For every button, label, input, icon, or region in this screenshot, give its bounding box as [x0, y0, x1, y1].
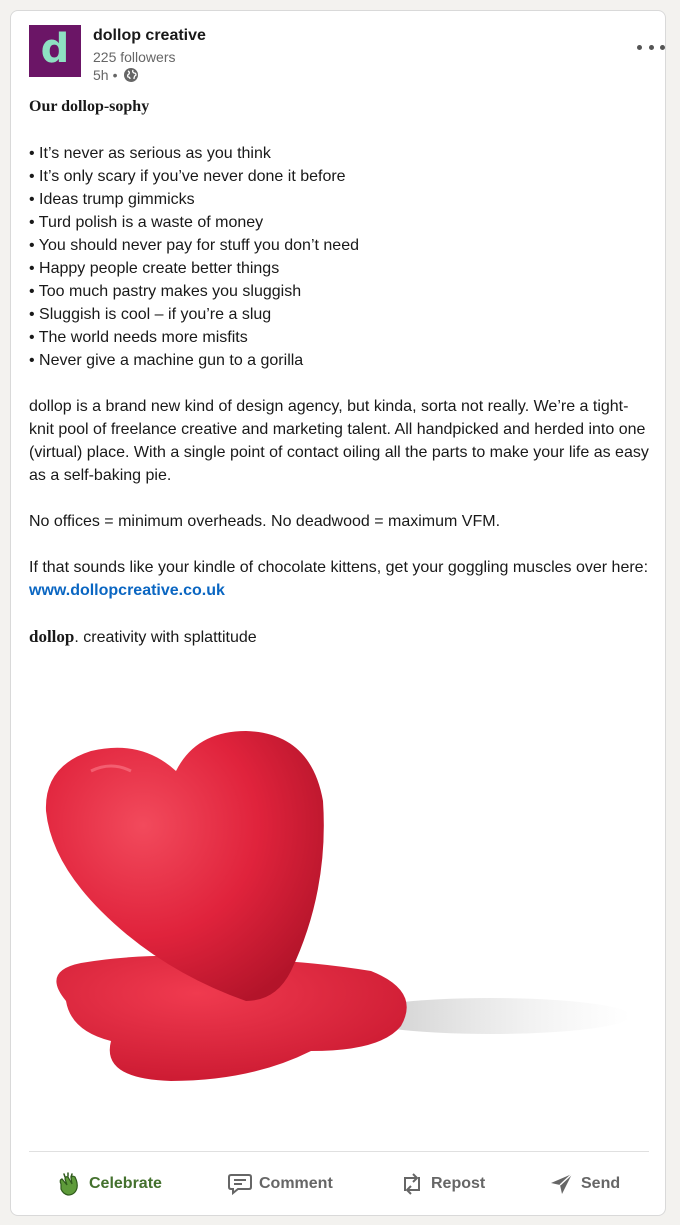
post-body	[29, 97, 649, 649]
repost-icon	[399, 1171, 425, 1197]
post-header	[29, 25, 649, 85]
more-dot-icon	[649, 45, 654, 50]
action-divider	[29, 1151, 649, 1152]
cta-text: If that sounds like your kindle of chocolate kittens, get your goggling muscles over here:	[29, 559, 649, 576]
more-options-button[interactable]	[637, 37, 665, 57]
post-card	[10, 10, 666, 1216]
comment-icon	[227, 1172, 253, 1196]
list-item: • It’s never as serious as you think	[29, 145, 271, 162]
comment-button[interactable]	[227, 1163, 333, 1205]
celebrate-button[interactable]	[55, 1163, 162, 1205]
send-icon	[549, 1171, 575, 1197]
post-image[interactable]	[11, 671, 666, 1141]
list-item: • The world needs more misfits	[29, 329, 248, 346]
more-dot-icon	[660, 45, 665, 50]
separator-dot: •	[112, 67, 118, 83]
list-item: • Never give a machine gun to a gorilla	[29, 352, 304, 369]
follower-count: 225 followers	[93, 49, 176, 65]
company-logo[interactable]	[29, 25, 81, 77]
website-link[interactable]: www.dollopcreative.co.uk	[29, 582, 225, 599]
list-item: • Sluggish is cool – if you’re a slug	[29, 306, 272, 323]
tagline	[29, 625, 649, 649]
celebrate-label: Celebrate	[89, 1175, 162, 1192]
comment-label: Comment	[259, 1175, 333, 1192]
repost-label: Repost	[431, 1175, 486, 1192]
post-time	[93, 67, 139, 83]
list-item: • Turd polish is a waste of money	[29, 214, 264, 231]
logo-letter: d	[40, 26, 70, 72]
list-item: • Happy people create better things	[29, 260, 280, 277]
bullet-list	[29, 142, 649, 372]
post-age: 5h	[93, 67, 109, 83]
list-item: • Too much pastry makes you sluggish	[29, 283, 302, 300]
globe-icon	[123, 67, 139, 83]
tagline-brand: dollop	[29, 627, 75, 646]
send-label: Send	[581, 1175, 621, 1192]
author-name[interactable]: dollop creative	[93, 27, 206, 44]
more-dot-icon	[637, 45, 642, 50]
tagline-text: . creativity with splattitude	[74, 629, 257, 646]
clapping-hands-icon	[55, 1170, 83, 1198]
list-item: • It’s only scary if you’ve never done it before	[29, 168, 346, 185]
clay-heart-illustration	[11, 671, 666, 1141]
cta-paragraph	[29, 556, 649, 602]
list-item: • You should never pay for stuff you don’t need	[29, 237, 359, 254]
social-action-bar	[11, 1163, 666, 1205]
post-title: Our dollop-sophy	[29, 98, 150, 115]
list-item: • Ideas trump gimmicks	[29, 191, 195, 208]
send-button[interactable]	[549, 1163, 620, 1205]
description-paragraph: dollop is a brand new kind of design agency, but kinda, sorta not really. We’re a tight-knit pool of freelance creative and marketing talent. All handpicked and herded into one (virtual) place. With a single point of contact oiling all the parts to make your life as easy as a self-baking pie.	[29, 398, 649, 484]
heart-shape	[46, 731, 324, 1001]
overheads-paragraph: No offices = minimum overheads. No deadwood = maximum VFM.	[29, 513, 501, 530]
repost-button[interactable]	[399, 1163, 485, 1205]
